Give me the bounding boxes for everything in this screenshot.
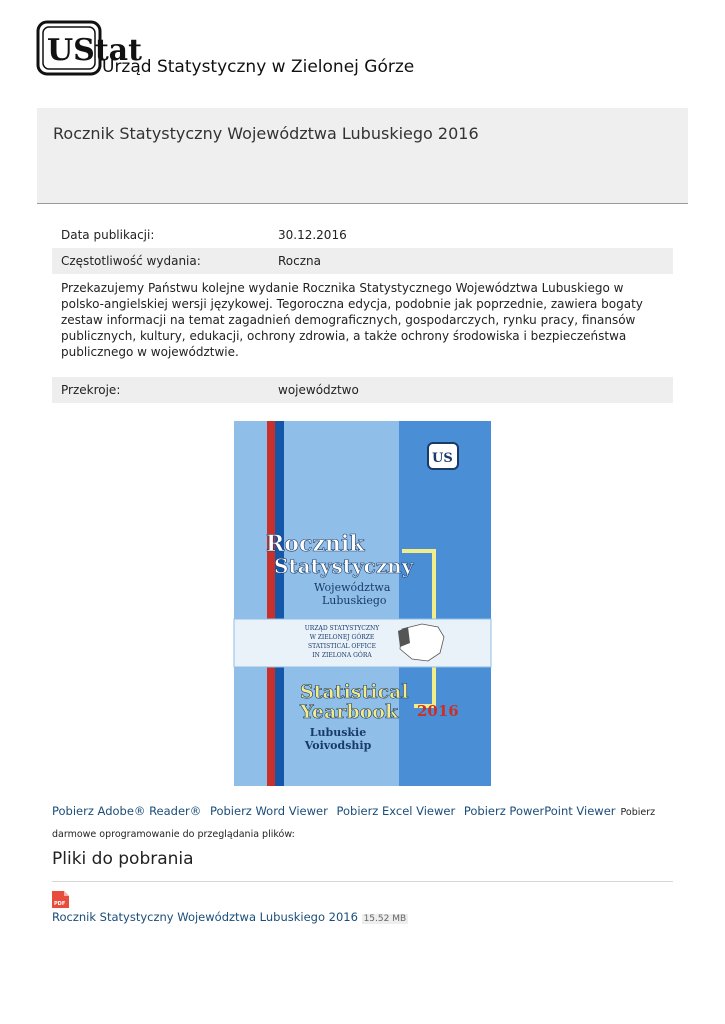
svg-text:PDF: PDF xyxy=(54,901,66,907)
logo-text: UStat xyxy=(47,33,142,68)
title-band xyxy=(37,108,688,204)
cross-section-table xyxy=(52,377,673,403)
page-title: Rocznik Statystyczny Województwa Lubuskiego 2016 xyxy=(53,124,479,143)
file-item xyxy=(52,910,408,924)
date-label: Data publikacji: xyxy=(61,228,155,242)
ustat-logo xyxy=(36,20,142,76)
cover-office-3: STATISTICAL OFFICE xyxy=(307,643,377,650)
file-size-badge: 15.52 MB xyxy=(363,914,407,924)
file-download-link[interactable]: Rocznik Statystyczny Województwa Lubuskiego 2016 xyxy=(52,910,358,924)
svg-text:US: US xyxy=(432,451,453,466)
cover-logo xyxy=(428,443,458,469)
cover-subtitle-1: Województwa xyxy=(314,581,391,594)
cross-section-label: Przekroje: xyxy=(61,383,121,397)
frequency-row xyxy=(52,248,673,274)
cover-en-sub-1: Lubuskie xyxy=(309,726,367,739)
cover-title-2: Statystyczny xyxy=(274,554,414,578)
excel-viewer-link[interactable]: Pobierz Excel Viewer xyxy=(336,804,456,818)
cover-subtitle-2: Lubuskiego xyxy=(322,594,387,607)
frequency-value: Roczna xyxy=(278,254,321,268)
cross-section-row xyxy=(52,377,673,403)
date-value: 30.12.2016 xyxy=(278,228,347,242)
cover-en-title-1: Statistical xyxy=(300,681,409,703)
cover-en-sub-2: Voivodship xyxy=(304,739,372,752)
cover-office-1: URZĄD STATYSTYCZNY xyxy=(304,625,380,632)
viewer-note: Pobierz darmowe oprogramowanie do przeglądania plików: xyxy=(52,807,656,840)
frequency-label: Częstotliwość wydania: xyxy=(61,254,201,268)
powerpoint-viewer-link[interactable]: Pobierz PowerPoint Viewer xyxy=(463,804,616,818)
cover-office-4: IN ZIELONA GÓRA xyxy=(312,652,372,659)
cover-office-2: W ZIELONEJ GÓRZE xyxy=(309,634,375,641)
cover-title-1: Rocznik xyxy=(266,531,365,557)
cross-section-value: województwo xyxy=(278,383,359,397)
description: Przekazujemy Państwu kolejne wydanie Rocznika Statystycznego Województwa Lubuskiego w polsko-angielskiej wersji językowej. Tegoroczna edycja, podobnie jak poprzednie, zawiera bogaty zestaw informacji na temat zagadnień demograficznych, gospodarczych, rynku pracy, finansów publicznych, kultury, edukacji, ochrony zdrowia, a także ochrony środowiska i bezpieczeństwa publicznego w województwie. xyxy=(61,281,643,359)
divider xyxy=(52,881,673,882)
meta-table xyxy=(52,222,673,360)
word-viewer-link[interactable]: Pobierz Word Viewer xyxy=(209,804,328,818)
viewer-links xyxy=(52,801,672,845)
cover-en-title-2: Yearbook xyxy=(300,701,399,723)
cover-year: 2016 xyxy=(417,702,459,720)
files-heading: Pliki do pobrania xyxy=(52,849,194,869)
pdf-icon[interactable] xyxy=(52,891,69,908)
cover-image xyxy=(234,421,491,786)
org-name: Urząd Statystyczny w Zielonej Górze xyxy=(102,57,415,77)
adobe-reader-link[interactable]: Pobierz Adobe® Reader® xyxy=(52,804,202,818)
date-row xyxy=(52,222,673,248)
